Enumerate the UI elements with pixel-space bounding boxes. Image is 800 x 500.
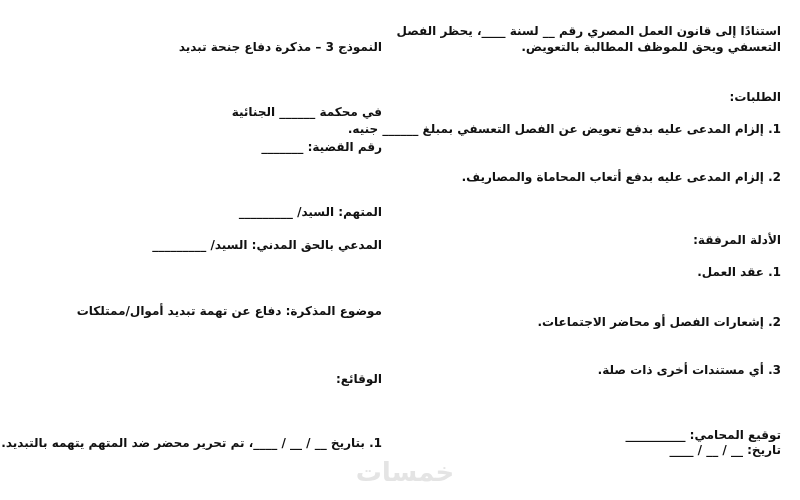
civil-plaintiff-line: المدعي بالحق المدني: السيد/ _________	[152, 238, 382, 252]
legal-basis-line-2: التعسفي ويحق للموظف المطالبة بالتعويض.	[521, 40, 781, 54]
facts-heading: الوقائع:	[335, 372, 382, 386]
facts-item-1: 1. بتاريخ __ / __ / ____، تم تحرير محضر ضد المتهم يتهمه بالتبديد.	[1, 436, 382, 450]
date-line: تاريخ: __ / __ / ____	[669, 443, 781, 457]
document-title: النموذج 3 – مذكرة دفاع جنحة تبديد	[178, 40, 382, 54]
request-item-2: 2. إلزام المدعى عليه بدفع أتعاب المحاماة والمصاريف.	[461, 170, 781, 184]
lawyer-signature-line: توقيع المحامي: __________	[625, 428, 781, 442]
evidence-item-3: 3. أي مستندات أخرى ذات صلة.	[597, 363, 781, 377]
memo-subject-line: موضوع المذكرة: دفاع عن تهمة تبديد أموال/ممتلكات	[76, 304, 382, 318]
requests-heading: الطلبات:	[729, 90, 781, 104]
evidence-item-2: 2. إشعارات الفصل أو محاضر الاجتماعات.	[537, 315, 781, 329]
request-item-1: 1. إلزام المدعى عليه بدفع تعويض عن الفصل التعسفي بمبلغ ______ جنيه.	[347, 122, 781, 136]
legal-basis-line-1: استنادًا إلى قانون العمل المصري رقم __ لسنة ____، يحظر الفصل	[396, 24, 781, 38]
evidence-heading: الأدلة المرفقة:	[693, 233, 781, 247]
court-line: في محكمة ______ الجنائية	[231, 105, 382, 119]
accused-line: المتهم: السيد/ _________	[238, 205, 382, 219]
khamsat-watermark-icon: خمسات	[355, 458, 455, 488]
evidence-item-1: 1. عقد العمل.	[697, 265, 781, 279]
case-number-line: رقم القضية: _______	[261, 140, 382, 154]
